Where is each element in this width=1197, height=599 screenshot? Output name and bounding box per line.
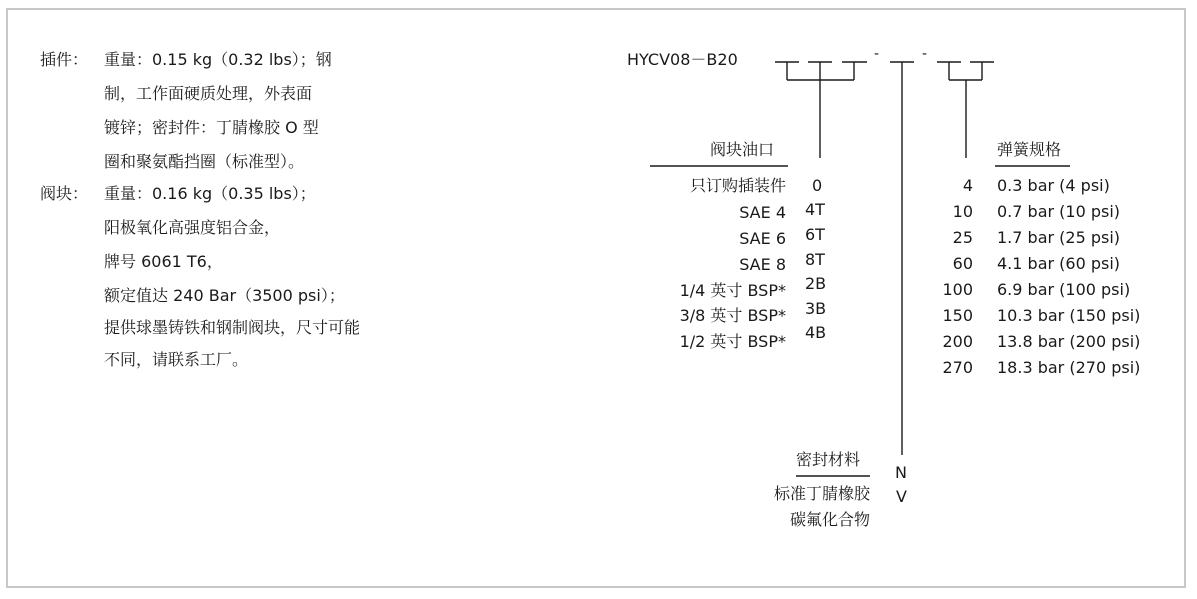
port-desc-7: 1/2 英寸 BSP*	[679, 332, 786, 351]
spring-title: 弹簧规格	[997, 140, 1062, 159]
port-code-1: 0	[812, 176, 823, 195]
spring-code-8: 270	[942, 358, 973, 377]
spring-desc-6: 10.3 bar (150 psi)	[997, 306, 1141, 325]
model-code: HYCV08－B20	[627, 50, 738, 69]
spring-desc-1: 0.3 bar (4 psi)	[997, 176, 1110, 195]
block-line-3: 牌号 6061 T6，	[104, 252, 223, 271]
spring-code-4: 60	[952, 254, 973, 273]
spring-code-1: 4	[962, 176, 973, 195]
insert-line-1: 重量：0.15 kg（0.32 lbs）；钢	[104, 50, 332, 69]
block-label: 阀块：	[40, 184, 89, 203]
port-code-4: 8T	[805, 250, 825, 269]
seal-code-2: V	[896, 487, 907, 506]
seal-desc-2: 碳氟化合物	[789, 510, 870, 529]
block-line-4: 额定值达 240 Bar（3500 psi）；	[104, 286, 345, 305]
insert-label: 插件：	[40, 50, 89, 69]
port-desc-4: SAE 8	[739, 255, 786, 274]
block-line-5: 提供球墨铸铁和钢制阀块，尺寸可能	[104, 318, 361, 337]
block-line-6: 不同，请联系工厂。	[104, 350, 249, 369]
block-line-2: 阳极氧化高强度铝合金，	[104, 218, 281, 237]
port-code-6: 3B	[805, 299, 827, 318]
port-desc-6: 3/8 英寸 BSP*	[679, 306, 786, 325]
port-desc-1: 只订购插装件	[689, 176, 786, 195]
block-line-1: 重量：0.16 kg（0.35 lbs）；	[104, 184, 316, 203]
spring-code-2: 10	[952, 202, 973, 221]
seal-desc-1: 标准丁腈橡胶	[773, 484, 870, 503]
model-dash-2: -	[922, 46, 928, 62]
port-code-7: 4B	[805, 323, 827, 342]
spring-code-7: 200	[942, 332, 973, 351]
seal-code-1: N	[895, 463, 907, 482]
port-code-3: 6T	[805, 225, 825, 244]
spring-desc-7: 13.8 bar (200 psi)	[997, 332, 1141, 351]
model-dash-1: -	[874, 46, 880, 62]
spring-desc-3: 1.7 bar (25 psi)	[997, 228, 1121, 247]
port-code-5: 2B	[805, 274, 827, 293]
port-desc-5: 1/4 英寸 BSP*	[679, 281, 786, 300]
spring-code-3: 25	[952, 228, 973, 247]
insert-line-3: 镀锌；密封件：丁腈橡胶 O 型	[104, 118, 319, 137]
insert-line-2: 制，工作面硬质处理，外表面	[104, 84, 313, 103]
spring-desc-8: 18.3 bar (270 psi)	[997, 358, 1141, 377]
spring-code-5: 100	[942, 280, 973, 299]
spring-desc-5: 6.9 bar (100 psi)	[997, 280, 1131, 299]
port-title: 阀块油口	[710, 140, 775, 159]
port-desc-3: SAE 6	[739, 229, 786, 248]
spring-code-6: 150	[942, 306, 973, 325]
seal-title: 密封材料	[796, 450, 861, 469]
spring-desc-2: 0.7 bar (10 psi)	[997, 202, 1121, 221]
spring-desc-4: 4.1 bar (60 psi)	[997, 254, 1121, 273]
insert-line-4: 圈和聚氨酯挡圈（标准型）。	[104, 152, 305, 171]
port-desc-2: SAE 4	[739, 203, 786, 222]
port-code-2: 4T	[805, 200, 825, 219]
